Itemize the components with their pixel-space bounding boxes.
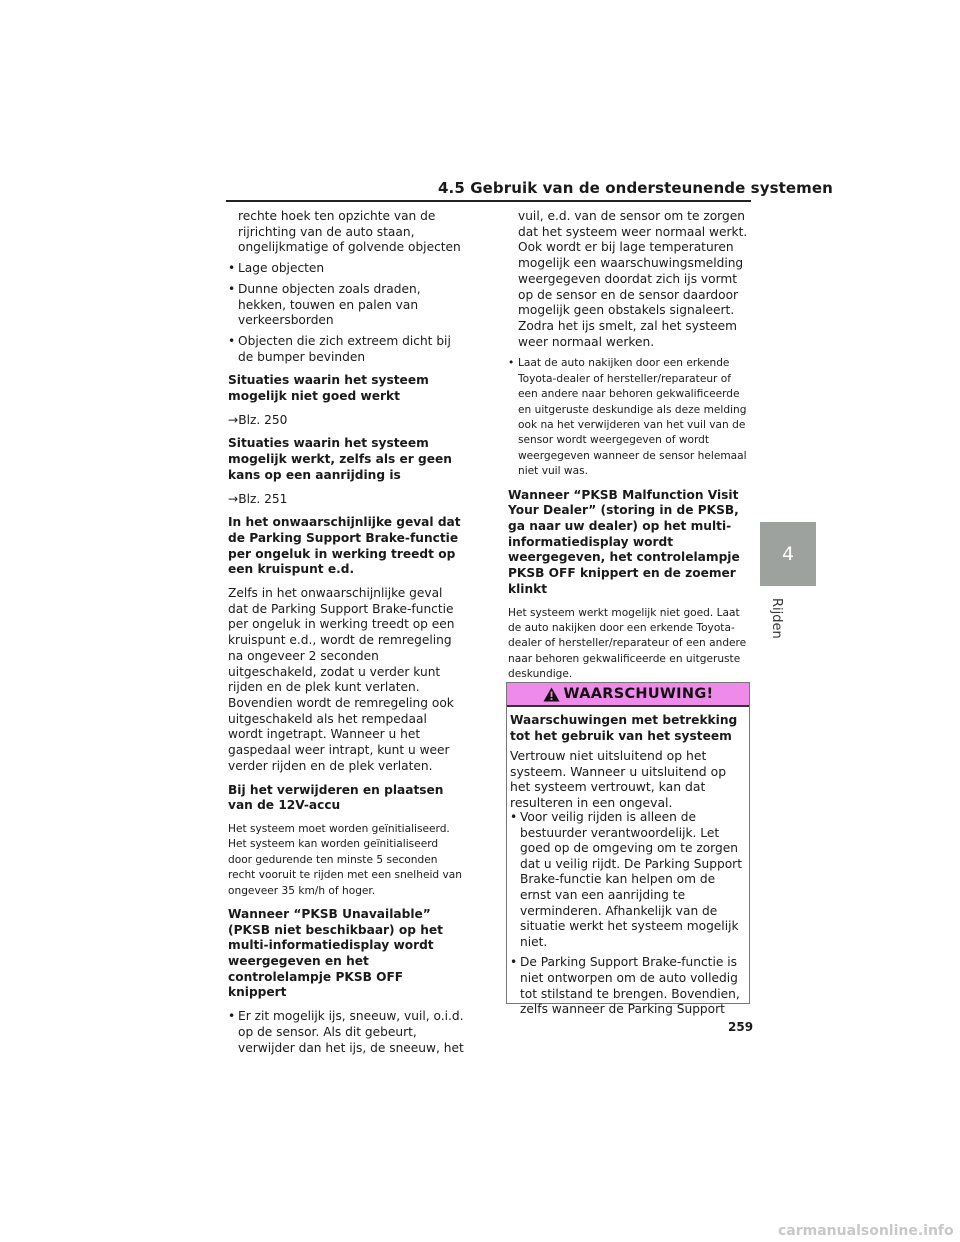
page-number: 259: [728, 1020, 754, 1034]
paragraph: Het systeem moet worden geïnitialiseerd. Het systeem kan worden geïnitialiseerd door gedurende ten minste 5 seconden recht vooruit te rijden met een snelheid van ongeveer 35 km/h of hoger.: [228, 822, 462, 897]
warning-icon: [543, 687, 560, 702]
subheading: In het onwaarschijnlijke geval dat de Parking Support Brake-functie per ongeluk in werking treedt op een kruispunt e.d.: [228, 515, 461, 577]
left-column: [228, 209, 464, 1056]
page-reference-link[interactable]: →Blz. 251: [228, 491, 288, 506]
subheading: Wanneer “PKSB Malfunction Visit Your Dealer” (storing in de PKSB, ga naar uw dealer) op het multi-informatiedisplay wordt weergegeven, het controlelampje PKSB OFF knippert en de zoemer klinkt: [508, 487, 740, 596]
right-column: [508, 209, 752, 683]
list-item: • Er zit mogelijk ijs, sneeuw, vuil, o.i.d. op de sensor. Als dit gebeurt, verwijder dan het ijs, de sneeuw, het: [228, 1009, 464, 1056]
warning-paragraph: Vertrouw niet uitsluitend op het systeem. Wanneer u uitsluitend op het systeem vertrouwt, kan dat resulteren in een ongeval.: [510, 748, 727, 810]
paragraph: Zelfs in het onwaarschijnlijke geval dat de Parking Support Brake-functie per ongeluk in werking treedt op een kruispunt e.d., wordt de remregeling na ongeveer 2 seconden uitgeschakeld, zodat u verder kunt rijden en de plek kunt verlaten. Bovendien wordt de remregeling ook uitgeschakeld als het rempedaal wordt ingetrapt. Wanneer u het gaspedaal weer intrapt, kunt u weer verder rijden en de plek verlaten.: [228, 586, 455, 773]
section-title: 4.5 Gebruik van de ondersteunende systemen: [438, 179, 833, 197]
list-item: • Lage objecten: [228, 261, 464, 277]
list-item: • Dunne objecten zoals draden, hekken, touwen en palen van verkeersborden: [228, 282, 464, 329]
chapter-tab[interactable]: [760, 522, 816, 586]
page-reference-link[interactable]: →Blz. 250: [228, 412, 288, 427]
header-divider: [226, 200, 751, 202]
subheading: Wanneer “PKSB Unavailable” (PKSB niet beschikbaar) op het multi-informatiedisplay wordt weergegeven en het controlelampje PKSB OFF knippert: [228, 906, 443, 1000]
chapter-label: Rijden: [769, 598, 784, 639]
chapter-number: 4: [781, 543, 795, 565]
watermark: carmanualsonline.info: [778, 1223, 954, 1239]
subheading: Bij het verwijderen en plaatsen van de 12V-accu: [228, 782, 444, 813]
subheading: Situaties waarin het systeem mogelijk werkt, zelfs als er geen kans op een aanrijding is: [228, 436, 452, 482]
list-item: • Laat de auto nakijken door een erkende Toyota-dealer of hersteller/reparateur of een andere naar behoren gekwalificeerde en uitgeruste deskundige als deze melding ook na het verwijderen van het vuil van de sensor wordt weergegeven of wordt weergegeven wanneer de sensor helemaal niet vuil was.: [508, 356, 752, 479]
list-item: • Objecten die zich extreem dicht bij de bumper bevinden: [228, 334, 464, 365]
warning-header: [507, 683, 749, 707]
subheading: Situaties waarin het systeem mogelijk niet goed werkt: [228, 373, 429, 404]
warning-body: [507, 707, 749, 1018]
paragraph: Het systeem werkt mogelijk niet goed. Laat de auto nakijken door een erkende Toyota-dealer of hersteller/reparateur of een andere naar behoren gekwalificeerde en uitgeruste deskundige.: [508, 606, 747, 681]
intro-continuation: rechte hoek ten opzichte van de rijrichting van de auto staan, ongelijkmatige of golvende objecten: [238, 209, 461, 255]
list-item: • De Parking Support Brake-functie is niet ontworpen om de auto volledig tot stilstand te brengen. Bovendien, zelfs wanneer de Parking Support: [510, 955, 746, 1017]
warning-box: [506, 682, 750, 1017]
warning-heading: Waarschuwingen met betrekking tot het gebruik van het systeem: [510, 713, 738, 743]
list-item: • Voor veilig rijden is alleen de bestuurder verantwoordelijk. Let goed op de omgeving om te zorgen dat u veilig rijdt. De Parking Support Brake-functie kan helpen om de ernst van een aanrijding te verminderen. Afhankelijk van de situatie werkt het systeem mogelijk niet.: [510, 810, 746, 950]
bullet-continuation: vuil, e.d. van de sensor om te zorgen dat het systeem weer normaal werkt. Ook wordt er bij lage temperaturen mogelijk een waarschuwingsmelding weergegeven doordat zich ijs vormt op de sensor en de sensor daardoor mogelijk geen obstakels signaleert. Zodra het ijs smelt, zal het systeem weer normaal werken.: [518, 209, 748, 349]
warning-title: WAARSCHUWING!: [563, 686, 714, 702]
